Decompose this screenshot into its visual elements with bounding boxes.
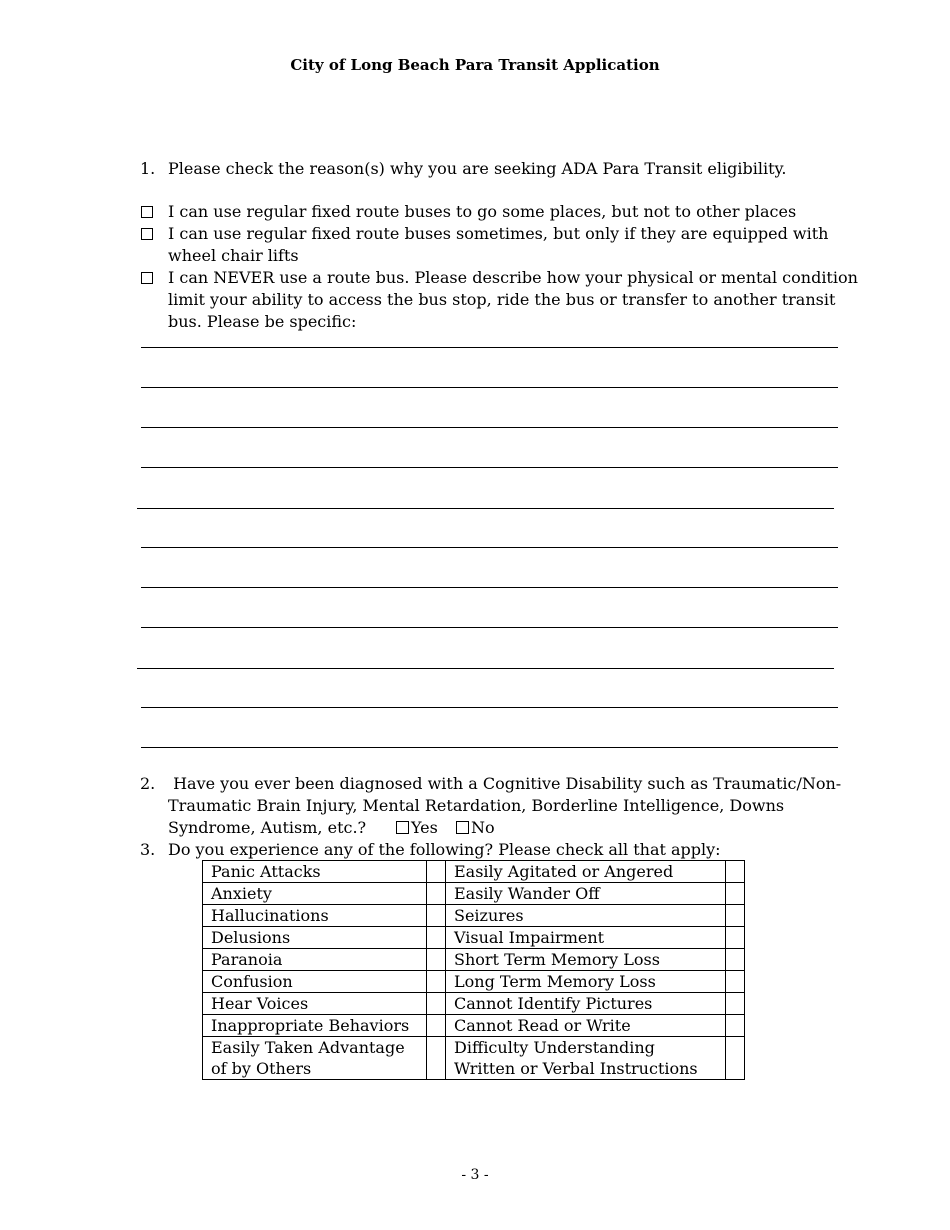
option-3-checkbox[interactable] [141, 272, 153, 284]
symptom-label: Paranoia [203, 949, 427, 971]
page-number: - 3 - [461, 1167, 489, 1183]
yes-checkbox[interactable] [396, 821, 409, 834]
symptom-check-cell[interactable] [427, 971, 446, 993]
table-row [203, 927, 745, 949]
answer-line[interactable] [141, 387, 838, 388]
option-2-line-2: wheel chair lifts [168, 246, 299, 265]
answer-line[interactable] [141, 587, 838, 588]
symptom-check-cell[interactable] [427, 1037, 446, 1080]
symptom-label: Seizures [446, 905, 726, 927]
no-label: No [471, 818, 495, 837]
q1-number: 1. [140, 159, 156, 178]
answer-line[interactable] [141, 427, 838, 428]
symptom-label: Panic Attacks [203, 861, 427, 883]
answer-line[interactable] [141, 467, 838, 468]
answer-line[interactable] [141, 347, 838, 348]
answer-line[interactable] [141, 747, 838, 748]
symptom-label: Long Term Memory Loss [446, 971, 726, 993]
symptom-label: Easily Taken Advantage of by Others [203, 1037, 427, 1080]
symptom-check-cell[interactable] [726, 1015, 745, 1037]
symptom-label: Hallucinations [203, 905, 427, 927]
symptom-check-cell[interactable] [427, 883, 446, 905]
option-3-line-3: bus. Please be specific: [168, 312, 357, 331]
option-3-line-2: limit your ability to access the bus stop, ride the bus or transfer to another transit [168, 290, 836, 309]
option-1-checkbox[interactable] [141, 206, 153, 218]
symptom-label: Cannot Identify Pictures [446, 993, 726, 1015]
answer-line[interactable] [141, 547, 838, 548]
symptom-check-cell[interactable] [427, 1015, 446, 1037]
option-2-checkbox[interactable] [141, 228, 153, 240]
symptom-check-cell[interactable] [427, 861, 446, 883]
symptom-check-cell[interactable] [726, 927, 745, 949]
symptom-label: Cannot Read or Write [446, 1015, 726, 1037]
option-1-line-1: I can use regular fixed route buses to go some places, but not to other places [168, 202, 797, 221]
symptom-check-cell[interactable] [427, 949, 446, 971]
symptom-label: Easily Wander Off [446, 883, 726, 905]
page-title: City of Long Beach Para Transit Application [290, 56, 660, 74]
option-3-line-1: I can NEVER use a route bus. Please describe how your physical or mental condition [168, 268, 858, 287]
symptom-label: Anxiety [203, 883, 427, 905]
symptom-check-cell[interactable] [427, 993, 446, 1015]
symptom-label: Confusion [203, 971, 427, 993]
q2-line-1: Have you ever been diagnosed with a Cognitive Disability such as Traumatic/Non- [168, 774, 842, 793]
answer-line[interactable] [137, 668, 834, 669]
table-row [203, 1037, 745, 1080]
symptom-check-cell[interactable] [726, 971, 745, 993]
option-2-line-1: I can use regular fixed route buses sometimes, but only if they are equipped with [168, 224, 829, 243]
symptom-check-cell[interactable] [726, 949, 745, 971]
no-checkbox[interactable] [456, 821, 469, 834]
q3-number: 3. [140, 840, 156, 859]
symptom-check-cell[interactable] [427, 905, 446, 927]
q2-yes-option[interactable] [396, 817, 438, 839]
table-row [203, 883, 745, 905]
symptom-label: Hear Voices [203, 993, 427, 1015]
table-row [203, 861, 745, 883]
table-row [203, 971, 745, 993]
symptom-check-cell[interactable] [726, 993, 745, 1015]
symptom-check-cell[interactable] [726, 905, 745, 927]
table-row [203, 993, 745, 1015]
answer-line[interactable] [141, 707, 838, 708]
symptom-check-cell[interactable] [726, 861, 745, 883]
q2-no-option[interactable] [456, 817, 495, 839]
answer-line[interactable] [137, 508, 834, 509]
symptom-check-cell[interactable] [726, 1037, 745, 1080]
q2-line-2: Traumatic Brain Injury, Mental Retardation, Borderline Intelligence, Downs [168, 796, 785, 815]
symptom-label: Inappropriate Behaviors [203, 1015, 427, 1037]
symptom-label: Visual Impairment [446, 927, 726, 949]
symptom-label: Difficulty Understanding Written or Verbal Instructions [446, 1037, 726, 1080]
symptom-label: Short Term Memory Loss [446, 949, 726, 971]
q3-text: Do you experience any of the following? Please check all that apply: [168, 840, 721, 859]
q1-text: Please check the reason(s) why you are seeking ADA Para Transit eligibility. [168, 159, 787, 178]
table-row [203, 1015, 745, 1037]
symptom-label: Delusions [203, 927, 427, 949]
symptom-check-cell[interactable] [427, 927, 446, 949]
symptom-label: Easily Agitated or Angered [446, 861, 726, 883]
answer-line[interactable] [141, 627, 838, 628]
table-row [203, 905, 745, 927]
yes-label: Yes [411, 818, 438, 837]
q2-number: 2. [140, 774, 156, 793]
symptom-checklist-table [202, 860, 745, 1080]
table-row [203, 949, 745, 971]
symptom-check-cell[interactable] [726, 883, 745, 905]
q2-line-3: Syndrome, Autism, etc.? [168, 818, 367, 837]
